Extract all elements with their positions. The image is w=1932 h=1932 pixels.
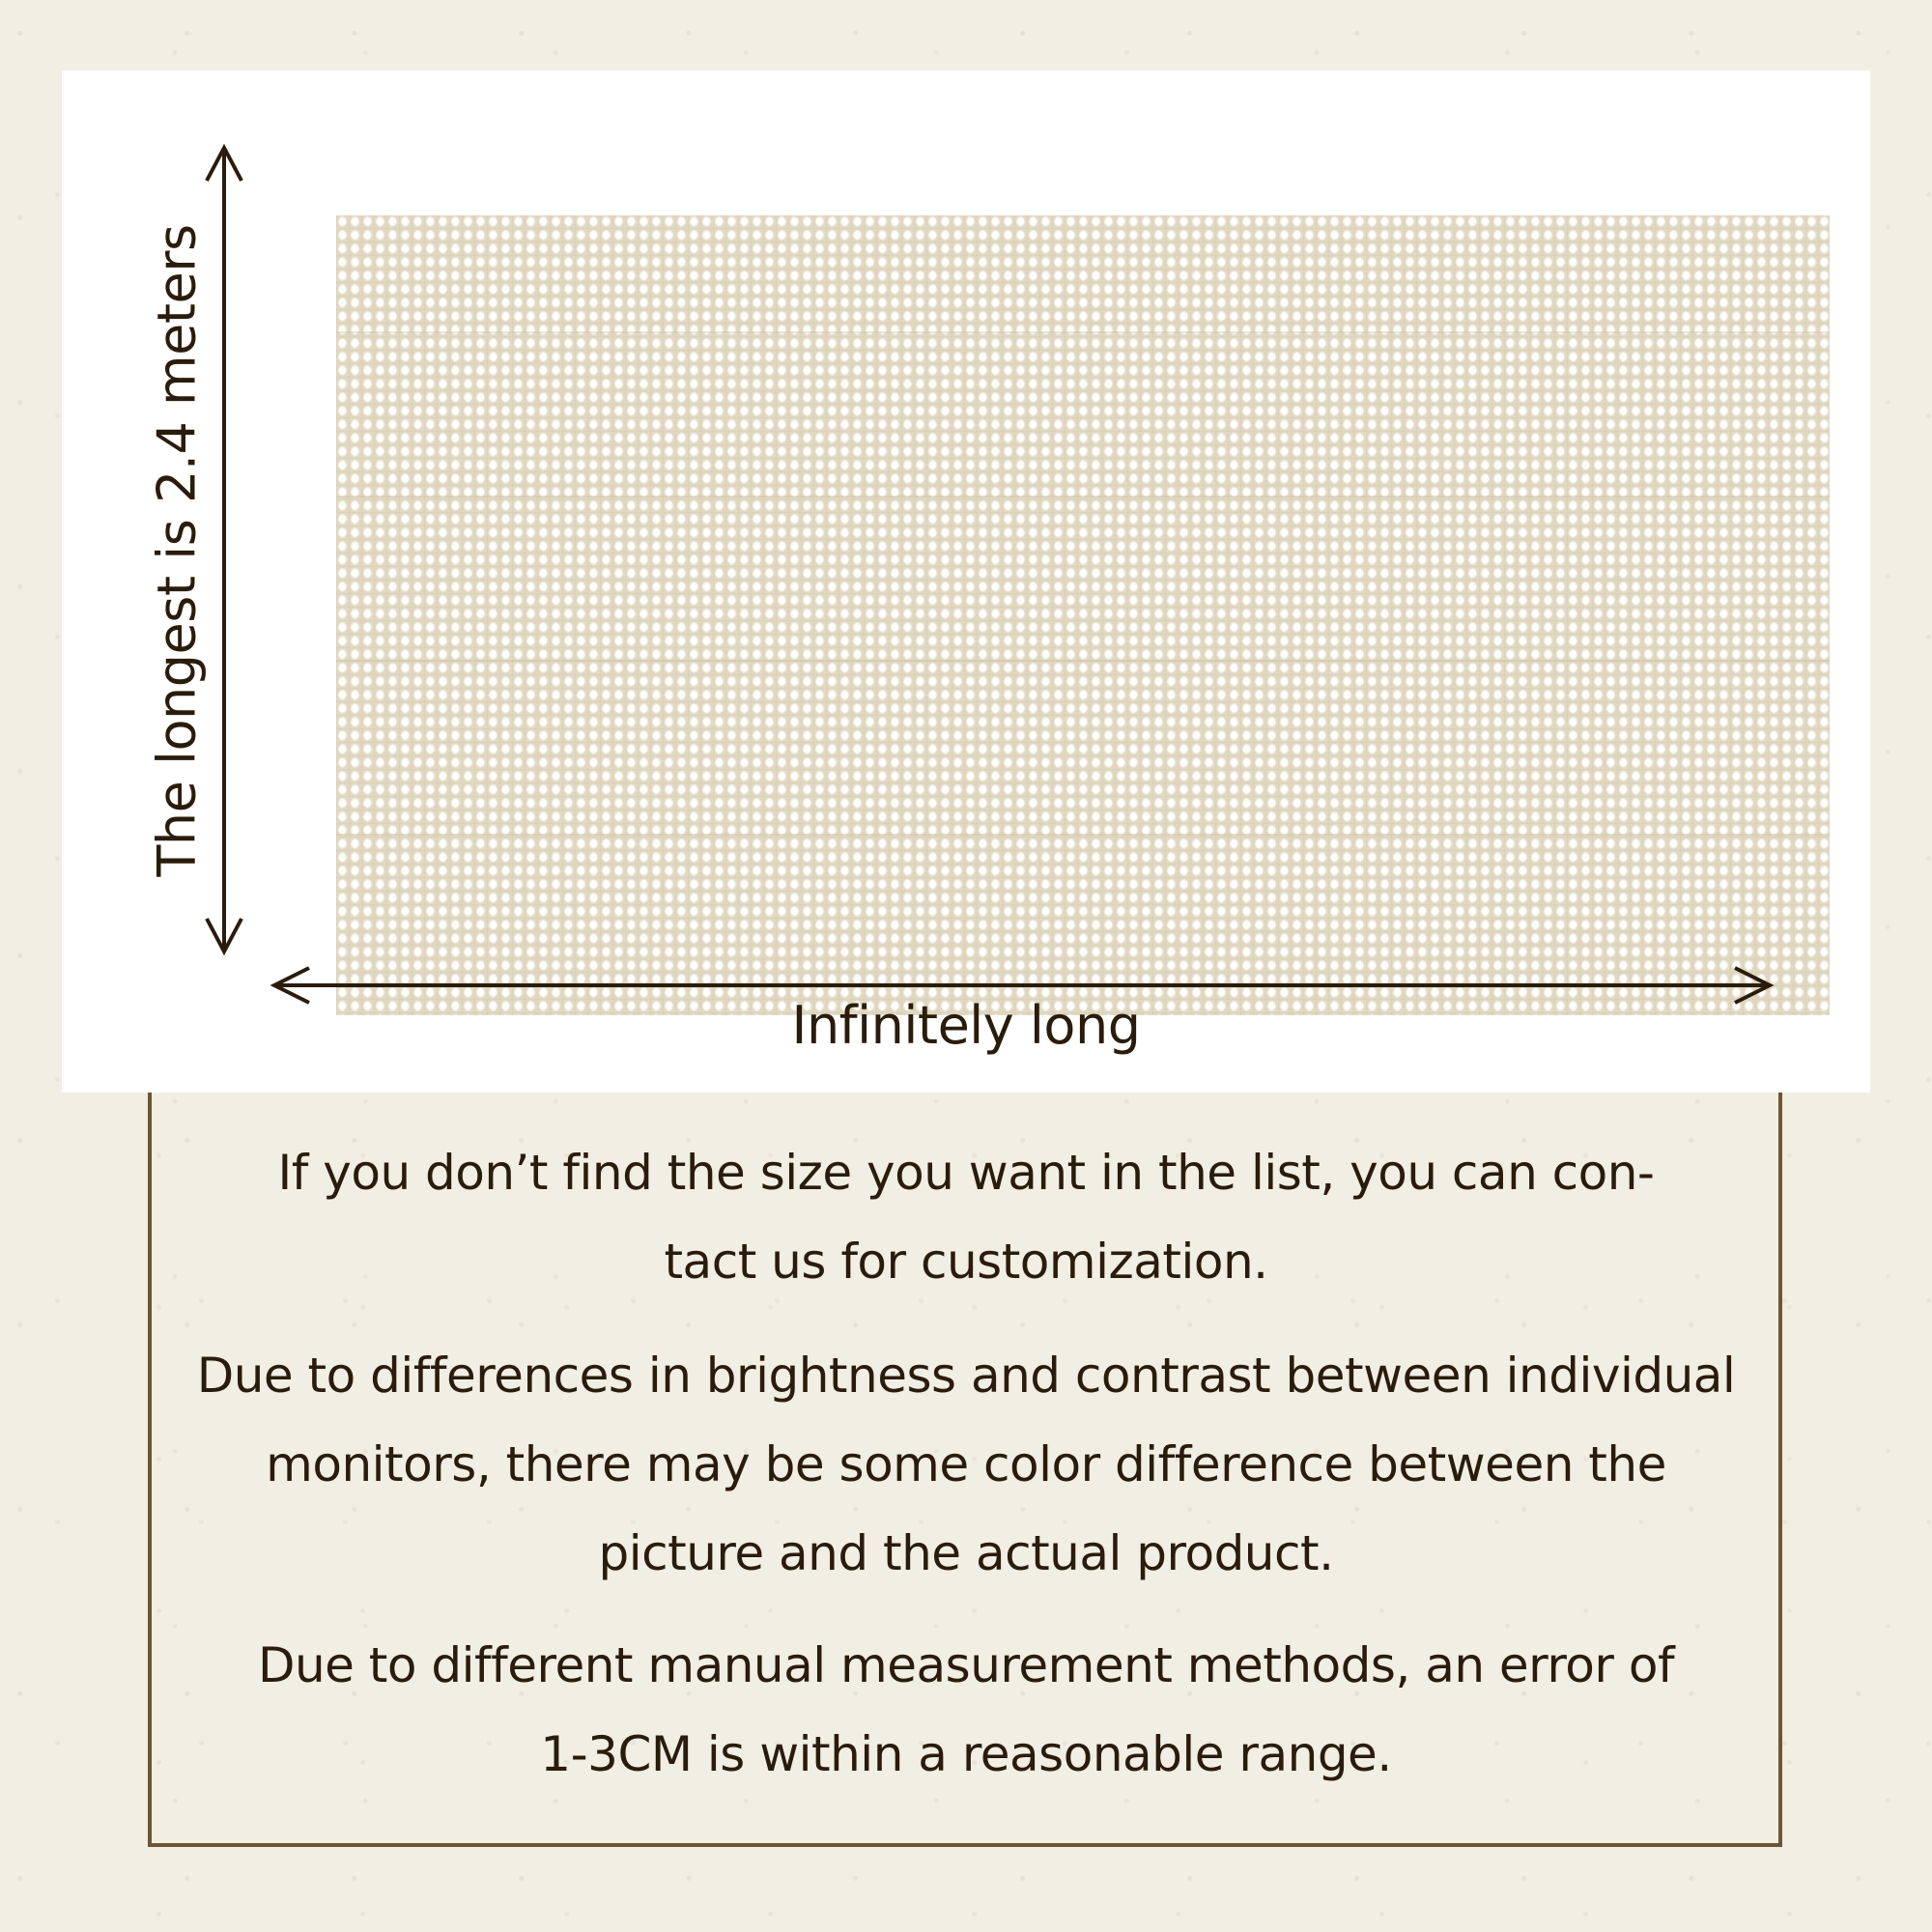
fabric-texture-line	[336, 331, 1830, 333]
height-dimension-label: The longest is 2.4 meters	[146, 224, 208, 877]
fabric-texture-line	[336, 660, 1830, 662]
color-note-line: Due to differences in brightness and contrast between individual	[196, 1348, 1736, 1404]
customization-note-line: If you don’t find the size you want in the list, you can con-	[277, 1145, 1655, 1201]
width-dimension-label: Infinitely long	[791, 995, 1141, 1056]
size-diagram-card	[62, 71, 1870, 1093]
fabric-texture-line	[336, 496, 1830, 497]
fabric-swatch-image	[336, 215, 1830, 1015]
color-difference-note	[0, 1331, 1932, 1598]
color-note-line: monitors, there may be some color difference between the	[266, 1436, 1666, 1492]
fabric-texture-line	[336, 834, 1830, 836]
customization-note	[0, 1128, 1932, 1306]
measurement-note-line: Due to different manual measurement methods, an error of	[257, 1637, 1675, 1693]
customization-note-line: tact us for customization.	[664, 1234, 1268, 1290]
measurement-error-note	[0, 1621, 1932, 1799]
color-note-line: picture and the actual product.	[598, 1525, 1334, 1581]
measurement-note-line: 1-3CM is within a reasonable range.	[540, 1726, 1392, 1782]
